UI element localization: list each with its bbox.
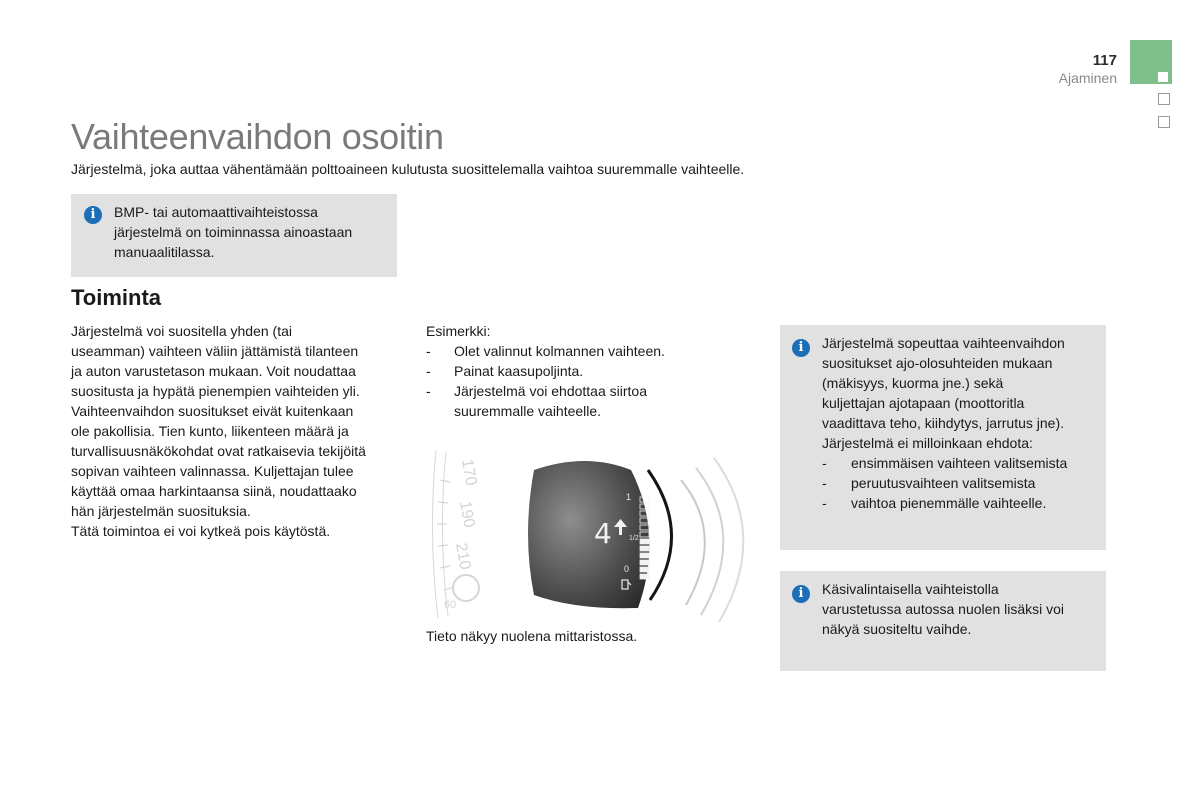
note-line: (mäkisyys, kuorma jne.) sekä xyxy=(822,375,1004,391)
body-line: sopivan vaihteen valinnassa. Kuljettajan tulee xyxy=(71,463,354,479)
note-text xyxy=(822,333,1100,513)
fuel-mark-full: 1 xyxy=(626,492,632,502)
list-dash: - xyxy=(426,383,431,399)
body-line: Järjestelmä voi suositella yhden (tai xyxy=(71,323,292,339)
note-line: manuaalitilassa. xyxy=(114,244,215,260)
example-list xyxy=(426,321,726,421)
fuel-segment xyxy=(640,539,649,544)
note-line: BMP- tai automaattivaihteistossa xyxy=(114,204,318,220)
info-icon: i xyxy=(792,585,810,603)
example-item xyxy=(426,361,726,381)
speedo-mark: 210 xyxy=(452,541,474,571)
body-line: Tätä toimintoa ei voi kytkeä pois käytöstä. xyxy=(71,523,331,539)
note-bullet xyxy=(822,453,1100,473)
page-title: Vaihteenvaihdon osoitin xyxy=(71,116,444,157)
speedo-mark: 170 xyxy=(458,457,480,487)
note-bullet xyxy=(822,473,1100,493)
info-note-adaptation xyxy=(780,325,1106,550)
example-item-text: suuremmalle vaihteelle. xyxy=(454,403,602,419)
intro-text: Järjestelmä, joka auttaa vähentämään polttoaineen kulutusta suosittelemalla vaihtoa suuremmalle vaihteelle. xyxy=(71,161,745,177)
fuel-segment xyxy=(640,546,649,551)
body-line: hän järjestelmän suosituksia. xyxy=(71,503,251,519)
section-name: Ajaminen xyxy=(1058,70,1117,86)
fuel-segment xyxy=(640,553,649,558)
note-line: näkyä suositeltu vaihde. xyxy=(822,621,972,637)
speedo-hub xyxy=(453,575,479,601)
note-line: vaadittava teho, kiihdytys, jarrutus jne). xyxy=(822,415,1065,431)
note-line: varustetussa autossa nuolen lisäksi voi xyxy=(822,601,1065,617)
example-item-text: Olet valinnut kolmannen vaihteen. xyxy=(454,343,665,359)
note-line: kuljettajan ajotapaan (moottoritla xyxy=(822,395,1025,411)
fuel-segment xyxy=(640,560,649,565)
gauge-outer-arc xyxy=(648,470,672,600)
chapter-tab-marker xyxy=(1158,72,1168,82)
page-number: 117 xyxy=(1092,52,1117,69)
instrument-cluster-illustration xyxy=(426,440,746,622)
note-text xyxy=(114,202,384,262)
note-line: suositukset ajo-olosuhteiden mukaan xyxy=(822,355,1053,371)
speedo-mark: 60 xyxy=(444,599,457,611)
body-line: turvallisuusnäkökohdat ovat ratkaisevia tekijöitä xyxy=(71,443,366,459)
note-bullet-text: ensimmäisen vaihteen valitsemista xyxy=(851,455,1068,471)
note-bullet xyxy=(822,493,1100,513)
section-heading: Toiminta xyxy=(71,285,162,310)
chapter-tab xyxy=(1158,93,1170,105)
fuel-segment xyxy=(640,567,649,572)
example-item xyxy=(426,381,726,421)
note-line: Käsivalintaisella vaihteistolla xyxy=(822,581,999,597)
body-line: suositusta ja hypätä pienempien vaihteiden yli. xyxy=(71,383,360,399)
speedo-mark: 190 xyxy=(456,499,478,529)
fuel-segment xyxy=(640,574,649,579)
body-line: käyttää omaa harkintaansa siinä, noudattaako xyxy=(71,483,357,499)
info-icon: i xyxy=(792,339,810,357)
list-dash: - xyxy=(822,455,827,471)
list-dash: - xyxy=(426,363,431,379)
note-text xyxy=(822,579,1100,639)
body-line: useamman) vaihteen väliin jättämistä tilanteen xyxy=(71,343,359,359)
list-dash: - xyxy=(822,495,827,511)
fuel-mark-half: 1/2 xyxy=(629,535,639,542)
note-line: Järjestelmä ei milloinkaan ehdota: xyxy=(822,435,1033,451)
body-line: ole pakollisia. Tien kunto, liikenteen määrä ja xyxy=(71,423,349,439)
gear-number: 4 xyxy=(594,517,612,550)
speedometer-ticks xyxy=(437,480,454,590)
example-item xyxy=(426,341,726,361)
chapter-tab xyxy=(1158,116,1170,128)
body-line: ja auton varustetason mukaan. Voit noudattaa xyxy=(71,363,356,379)
list-dash: - xyxy=(822,475,827,491)
figure-caption: Tieto näkyy nuolena mittaristossa. xyxy=(426,628,638,644)
example-item-text: Painat kaasupoljinta. xyxy=(454,363,584,379)
fuel-mark-empty: 0 xyxy=(624,564,630,574)
note-line: järjestelmä on toiminnassa ainoastaan xyxy=(114,224,353,240)
body-line: Vaihteenvaihdon suositukset eivät kuitenkaan xyxy=(71,403,354,419)
info-note-manual xyxy=(780,571,1106,671)
note-bullet-text: peruutusvaihteen valitsemista xyxy=(851,475,1036,491)
info-note-bmp xyxy=(71,194,397,277)
note-bullet-text: vaihtoa pienemmälle vaihteelle. xyxy=(851,495,1047,511)
example-heading: Esimerkki: xyxy=(426,323,491,339)
note-line: Järjestelmä sopeuttaa vaihteenvaihdon xyxy=(822,335,1065,351)
body-text xyxy=(71,321,401,541)
list-dash: - xyxy=(426,343,431,359)
info-icon: i xyxy=(84,206,102,224)
example-item-text: Järjestelmä voi ehdottaa siirtoa xyxy=(454,383,647,399)
